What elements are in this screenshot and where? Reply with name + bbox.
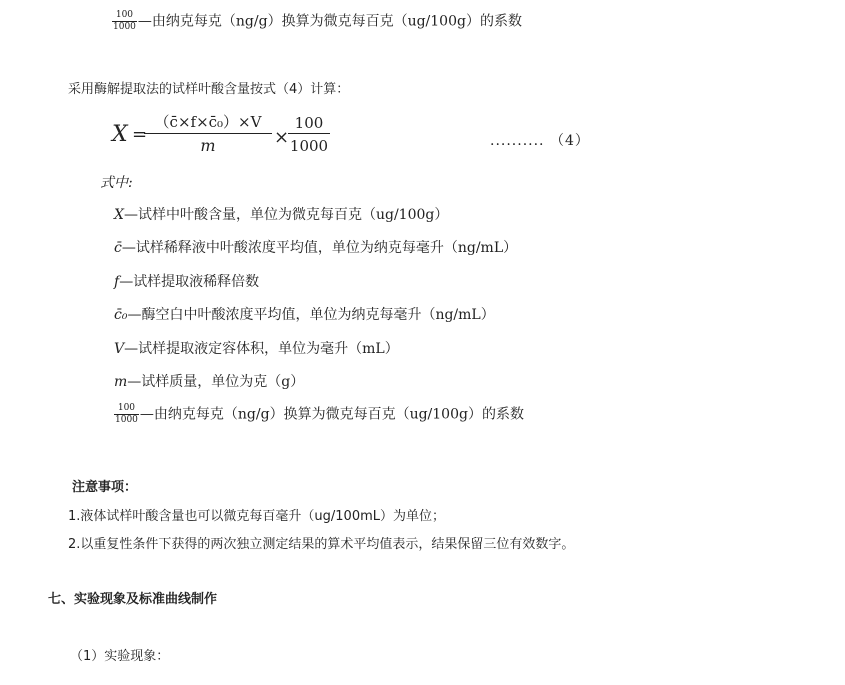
note-item: 1.液体试样叶酸含量也可以微克每百毫升（ug/100mL）为单位； (68, 509, 445, 524)
var-symbol: c̄₀ (114, 307, 128, 323)
formula-factor-den: 1000 (289, 137, 329, 155)
factor-fraction: $\frac{100}{1000}$ (113, 10, 136, 32)
var-symbol: m (114, 374, 128, 390)
factor-line-bottom (114, 403, 524, 426)
var-line-m (114, 371, 304, 391)
factor-description: —由纳克每克（ng/g）换算为微克每百克（ug/100g）的系数 (137, 13, 522, 30)
var-description: —试样稀释液中叶酸浓度平均值，单位为纳克每毫升（ng/mL） (121, 240, 518, 256)
note-item: 2.以重复性条件下获得的两次独立测定结果的算术平均值表示，结果保留三位有效数字。 (68, 537, 575, 552)
var-symbol: c̄ (114, 240, 122, 256)
var-line-x (114, 204, 448, 224)
formula-factor-num: 100 (294, 114, 324, 132)
formula-lhs: X (112, 122, 128, 147)
var-description: —试样中叶酸含量，单位为微克每百克（ug/100g） (123, 207, 449, 223)
notes-title: 注意事项： (72, 480, 138, 495)
var-line-c0 (114, 304, 495, 324)
var-symbol: V (114, 341, 125, 357)
var-line-v (114, 338, 399, 358)
var-symbol: f (114, 274, 120, 290)
equation-number: （4） (549, 133, 590, 149)
factor-description: —由纳克每克（ng/g）换算为微克每百克（ug/100g）的系数 (139, 406, 524, 423)
var-description: —试样提取液稀释倍数 (119, 274, 260, 290)
formula-denominator: m (200, 136, 216, 155)
formula-times: × (274, 127, 290, 148)
formula-dots: .......... （4） (490, 133, 590, 149)
factor-fraction: $\frac{100}{1000}$ (115, 403, 138, 425)
where-label: 式中: (100, 175, 133, 191)
var-line-f (114, 271, 259, 291)
formula-intro: 采用酶解提取法的试样叶酸含量按式（4）计算： (68, 82, 350, 97)
var-symbol: X (114, 207, 124, 223)
formula-main-fraction (144, 111, 272, 158)
var-description: —试样质量，单位为克（g） (127, 374, 305, 390)
var-description: —试样提取液定容体积，单位为毫升（mL） (124, 341, 399, 357)
var-line-c (114, 237, 517, 257)
subsection-1-title: （1）实验现象： (70, 649, 170, 664)
formula-numerator: （c̄×f×c̄₀）×V (154, 113, 262, 131)
formula-equals: = (132, 124, 148, 145)
section-7-title: 七、实验现象及标准曲线制作 (48, 592, 218, 607)
var-description: —酶空白中叶酸浓度平均值，单位为纳克每毫升（ng/mL） (127, 307, 495, 323)
formula-factor-fraction (288, 111, 330, 158)
factor-line-top (112, 10, 522, 33)
